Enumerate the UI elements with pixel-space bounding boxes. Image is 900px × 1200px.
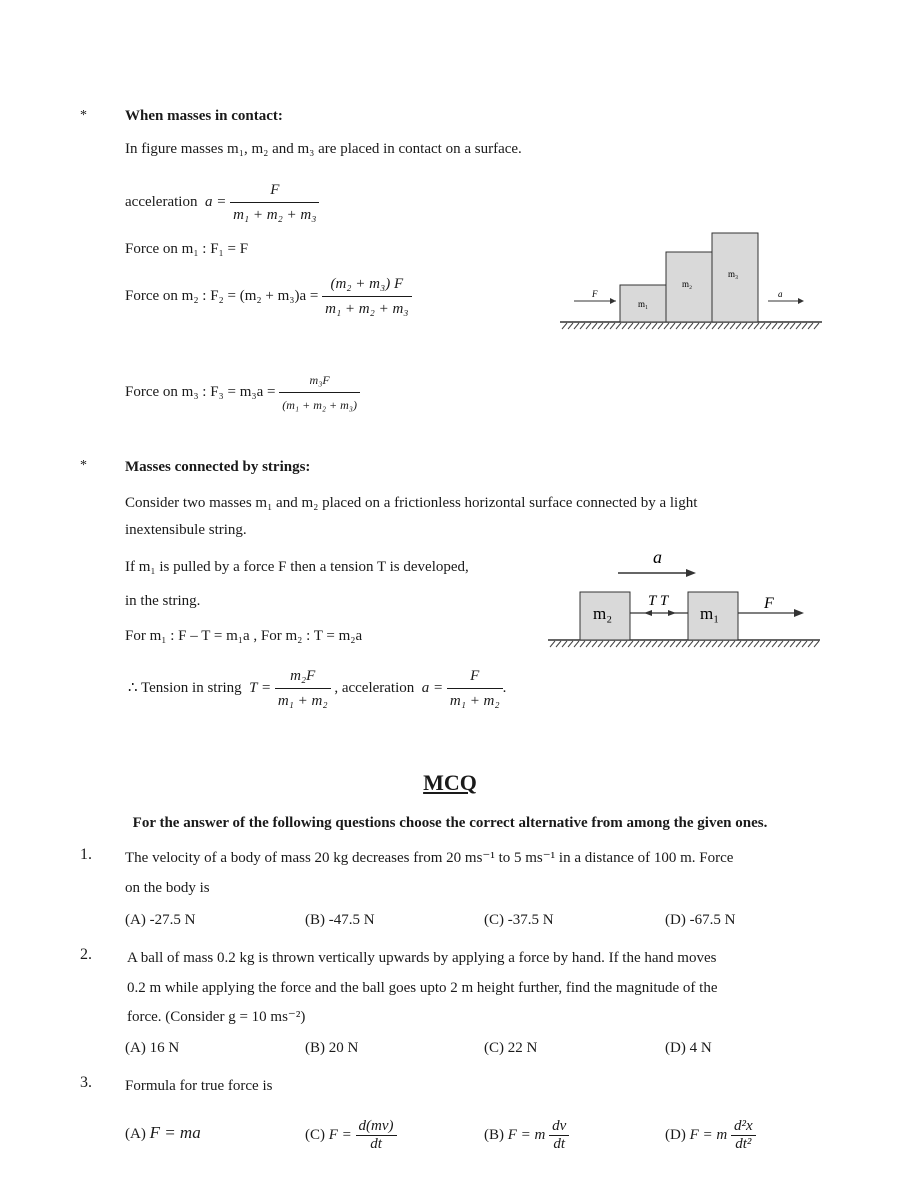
fraction-numerator: F — [230, 178, 319, 203]
ground-hatch — [550, 641, 819, 647]
option-formula-lhs: F = m — [507, 1126, 546, 1143]
fraction-numerator: dv — [549, 1118, 569, 1136]
fraction-denominator: dt² — [735, 1136, 752, 1152]
option-label: (A) — [125, 1126, 146, 1142]
mcq-title: MCQ — [423, 770, 477, 795]
block-m1-label: m₁ — [638, 299, 649, 309]
option-a[interactable]: (A) -27.5 N — [125, 912, 196, 928]
tension-label: ∴ Tension in string — [128, 679, 242, 696]
option-formula-lhs: F = — [328, 1126, 352, 1143]
option-d[interactable]: (D) -67.5 N — [665, 912, 736, 928]
string-blocks-figure — [548, 545, 828, 655]
acceleration-fraction — [230, 178, 319, 227]
question-number: 2. — [80, 946, 92, 963]
option-a[interactable]: (A) 16 N — [125, 1040, 180, 1056]
question-text-cont: 0.2 m while applying the force and the ball goes upto 2 m height further, find the magnitude of the — [127, 980, 718, 996]
mcq-instruction: For the answer of the following questions choose the correct alternative from among the given ones. — [132, 815, 768, 831]
option-formula: F = ma — [149, 1123, 201, 1142]
question-number: 1. — [80, 846, 92, 863]
option-a[interactable] — [125, 1123, 201, 1143]
option-label: (C) — [305, 1126, 325, 1143]
block-m1-label: m₁ — [700, 604, 720, 623]
force-on-m1: Force on m₁ : F₁ = F — [125, 241, 249, 257]
acceleration-lhs: a = — [421, 679, 444, 696]
option-b[interactable] — [484, 1118, 569, 1153]
force-m3-label: Force on m₃ : F₃ = m₃a = — [125, 383, 276, 400]
bullet: * — [80, 108, 87, 123]
question-text-cont: force. (Consider g = 10 ms⁻²) — [127, 1009, 306, 1025]
fraction-denominator: (m₁ + m₂ + m₃) — [282, 398, 357, 412]
acceleration-equation — [125, 178, 319, 227]
block-m3-label: m₃ — [728, 269, 739, 279]
fraction-numerator: d(mv) — [356, 1118, 397, 1136]
force-label: F — [592, 289, 598, 299]
option-label: (D) — [665, 1126, 686, 1143]
option-label: (B) — [484, 1126, 504, 1143]
acceleration-fraction — [447, 664, 503, 713]
option-formula-fraction — [356, 1118, 397, 1153]
contact-blocks-figure — [560, 225, 830, 335]
option-formula-fraction — [549, 1118, 569, 1153]
bullet: * — [80, 458, 87, 473]
strings-para-line1: Consider two masses m₁ and m₂ placed on a frictionless horizontal surface connected by a light — [125, 495, 698, 511]
tension-label: T T — [648, 593, 669, 609]
force-m3-fraction — [279, 368, 360, 417]
strings-para-pull: If m₁ is pulled by a force F then a tension T is developed, — [125, 559, 469, 575]
fraction-denominator: m₁ + m₂ + m₃ — [325, 301, 409, 317]
fraction-numerator: m₃F — [279, 368, 360, 393]
block-m2-label: m₂ — [593, 604, 613, 623]
question-text-cont: on the body is — [125, 880, 210, 896]
question-text: Formula for true force is — [125, 1078, 273, 1094]
option-c[interactable]: (C) -37.5 N — [484, 912, 554, 928]
fraction-numerator: (m₂ + m₃) F — [322, 272, 411, 297]
pull-force-label: F — [764, 595, 774, 612]
figure-acceleration-arrowhead — [686, 569, 696, 577]
section-heading-contact: When masses in contact: — [125, 108, 283, 124]
strings-para-pull-cont: in the string. — [125, 593, 201, 609]
fraction-numerator: F — [447, 664, 503, 689]
option-b[interactable]: (B) 20 N — [305, 1040, 359, 1056]
tension-fraction — [275, 664, 331, 713]
tension-arrowhead-left — [644, 610, 652, 616]
fraction-numerator: m₂F — [275, 664, 331, 689]
acceleration-label: acceleration — [125, 193, 198, 210]
contact-intro: In figure masses m₁, m₂ and m₃ are placed in contact on a surface. — [125, 141, 522, 157]
fraction-numerator: d²x — [731, 1118, 756, 1136]
option-d[interactable]: (D) 4 N — [665, 1040, 712, 1056]
fraction-denominator: m₁ + m₂ — [449, 693, 500, 709]
force-m2-fraction — [322, 272, 411, 321]
tension-result: ∴ Tension in string T = $\frac{\text{m₂F}}{\text{m₁ + m₂}}$ , acceleration a = $\frac{F}{\text{m₁ + m₂}}$ . — [128, 664, 506, 713]
force-arrowhead — [610, 298, 616, 304]
option-c[interactable] — [305, 1118, 397, 1153]
option-formula-lhs: F = m — [689, 1126, 728, 1143]
option-d[interactable] — [665, 1118, 756, 1153]
acceleration-arrowhead — [798, 298, 804, 304]
option-formula-fraction — [731, 1118, 756, 1153]
acceleration-label: acceleration — [341, 679, 415, 696]
force-m2-label: Force on m₂ : F₂ = (m₂ + m₃)a = — [125, 287, 319, 304]
block-m2-label: m₂ — [682, 279, 693, 289]
question-text: A ball of mass 0.2 kg is thrown vertically upwards by applying a force by hand. If the hand moves — [127, 950, 717, 966]
question-text: The velocity of a body of mass 20 kg decreases from 20 ms⁻¹ to 5 ms⁻¹ in a distance of 100 m. Force — [125, 850, 734, 866]
option-c[interactable]: (C) 22 N — [484, 1040, 538, 1056]
force-on-m3 — [125, 368, 360, 417]
fraction-denominator: dt — [553, 1136, 566, 1152]
tension-arrowhead-right — [668, 610, 676, 616]
force-on-m2 — [125, 272, 412, 321]
fraction-denominator: dt — [370, 1136, 382, 1152]
fraction-denominator: m₁ + m₂ + m₃ — [233, 207, 317, 223]
section-heading-strings: Masses connected by strings: — [125, 459, 311, 475]
acceleration-lhs: a = — [204, 193, 227, 210]
ground-hatch — [562, 323, 819, 329]
acceleration-label: a — [778, 289, 783, 299]
tension-lhs: T = — [249, 679, 272, 696]
pull-force-arrowhead — [794, 609, 804, 617]
strings-para-line2: inextensibule string. — [125, 522, 247, 538]
figure-acceleration-label: a — [653, 547, 662, 567]
question-number: 3. — [80, 1074, 92, 1091]
fraction-denominator: m₁ + m₂ — [277, 693, 328, 709]
option-b[interactable]: (B) -47.5 N — [305, 912, 375, 928]
strings-equations: For m₁ : F – T = m₁a , For m₂ : T = m₂a — [125, 628, 363, 644]
